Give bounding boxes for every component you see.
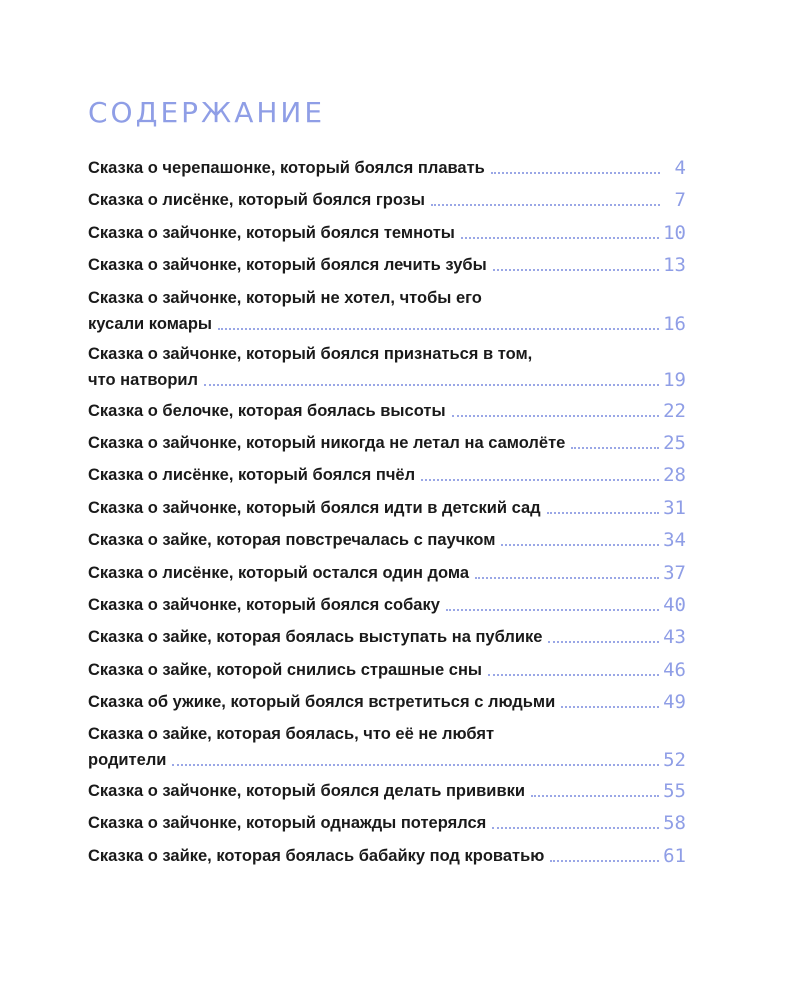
toc-entry-title: Сказка о лисёнке, который боялся пчёл — [88, 466, 416, 485]
dot-leader — [492, 827, 659, 829]
dot-leader — [550, 860, 659, 862]
toc-entry-title: Сказка о лисёнке, который боялся грозы — [88, 191, 425, 210]
toc-entry[interactable] — [88, 843, 686, 875]
toc-entry[interactable] — [88, 721, 686, 778]
dot-leader — [475, 577, 659, 579]
dot-leader — [452, 415, 660, 417]
toc-page-number: 4 — [674, 157, 686, 179]
toc-entry[interactable] — [88, 657, 686, 689]
toc-entry[interactable] — [88, 341, 686, 398]
dot-leader — [571, 447, 659, 449]
toc-entry-title: Сказка о зайчонке, который однажды потерялся — [88, 814, 487, 833]
toc-page-number: 52 — [663, 749, 686, 772]
dot-leader — [561, 706, 659, 708]
dot-leader — [488, 674, 659, 676]
toc-entry-title: Сказка о зайчонке, который боялся темноты — [88, 223, 455, 242]
toc-entry-title-continuation: родители — [88, 751, 167, 770]
toc-entry[interactable] — [88, 155, 686, 187]
toc-entry[interactable] — [88, 495, 686, 527]
dot-leader — [531, 795, 659, 797]
dot-leader — [461, 237, 659, 239]
toc-entry-title: Сказка о зайчонке, который боялся лечить зубы — [88, 256, 487, 275]
toc-entry[interactable] — [88, 810, 686, 842]
toc-entry[interactable] — [88, 624, 686, 656]
toc-page-number: 7 — [674, 189, 686, 212]
toc-entry[interactable] — [88, 430, 686, 462]
toc-page-number: 49 — [663, 691, 686, 714]
toc-entry[interactable] — [88, 252, 686, 284]
toc-page-number: 22 — [663, 399, 686, 422]
toc-page-number: 40 — [663, 593, 686, 616]
toc-page-number: 61 — [663, 844, 686, 867]
toc-entry-title: Сказка о зайчонке, который боялся собаку — [88, 595, 440, 614]
toc-entry[interactable] — [88, 285, 686, 342]
toc-page-number: 37 — [663, 561, 686, 584]
toc-entry-title: Сказка о зайчонке, который боялся признаться в том, — [88, 345, 533, 364]
toc-entry-title: Сказка о зайке, которая боялась выступать на публике — [88, 628, 543, 647]
dot-leader — [446, 609, 659, 611]
toc-page-number: 58 — [663, 812, 686, 835]
toc-entry[interactable] — [88, 560, 686, 592]
toc-page-number: 10 — [663, 221, 686, 244]
dot-leader — [491, 172, 660, 174]
dot-leader — [218, 328, 659, 330]
toc-entry-title: Сказка о зайке, которая боялась, что её не любят — [88, 725, 495, 744]
toc-entry-title: Сказка о зайчонке, который никогда не летал на самолёте — [88, 433, 566, 452]
toc-page-number: 28 — [663, 464, 686, 487]
toc-page-number: 34 — [663, 529, 686, 552]
dot-leader — [547, 512, 659, 514]
dot-leader — [421, 479, 659, 481]
toc-entry-title-continuation: кусали комары — [88, 314, 213, 333]
toc-page-number: 25 — [663, 431, 686, 454]
dot-leader — [501, 544, 659, 546]
toc-entry-title-continuation: что натворил — [88, 371, 199, 390]
toc-entry-title: Сказка о белочке, которая боялась высоты — [88, 401, 446, 420]
dot-leader — [172, 764, 659, 766]
toc-entry[interactable] — [88, 398, 686, 430]
table-of-contents — [88, 155, 686, 875]
dot-leader — [431, 204, 660, 206]
toc-page-number: 55 — [663, 779, 686, 802]
toc-entry-title: Сказка о зайчонке, который боялся делать прививки — [88, 781, 525, 800]
toc-page-number: 31 — [663, 496, 686, 519]
toc-entry-title: Сказка о зайке, которой снились страшные сны — [88, 660, 483, 679]
toc-entry-title: Сказка о лисёнке, который остался один дома — [88, 563, 470, 582]
toc-page-number: 46 — [663, 658, 686, 681]
dot-leader — [493, 269, 659, 271]
toc-entry-title: Сказка о зайке, которая повстречалась с паучком — [88, 531, 496, 550]
toc-entry-title: Сказка о зайчонке, который боялся идти в детский сад — [88, 498, 541, 517]
dot-leader — [204, 384, 659, 386]
toc-page-number: 43 — [663, 626, 686, 649]
toc-page-number: 16 — [663, 312, 686, 335]
page-title: СОДЕРЖАНИЕ — [88, 96, 326, 129]
toc-entry[interactable] — [88, 462, 686, 494]
toc-page-number: 13 — [663, 254, 686, 277]
toc-entry[interactable] — [88, 220, 686, 252]
toc-entry[interactable] — [88, 527, 686, 559]
toc-entry[interactable] — [88, 592, 686, 624]
toc-entry-title: Сказка о зайке, которая боялась бабайку под кроватью — [88, 846, 545, 865]
toc-entry-title: Сказка о зайчонке, который не хотел, чтобы его — [88, 288, 482, 307]
toc-entry-title: Сказка о черепашонке, который боялся плавать — [88, 159, 485, 177]
toc-entry-title: Сказка об ужике, который боялся встретиться с людьми — [88, 693, 556, 712]
toc-page-number: 19 — [663, 369, 686, 392]
toc-entry[interactable] — [88, 778, 686, 810]
toc-entry[interactable] — [88, 689, 686, 721]
dot-leader — [548, 641, 659, 643]
toc-entry[interactable] — [88, 187, 686, 219]
